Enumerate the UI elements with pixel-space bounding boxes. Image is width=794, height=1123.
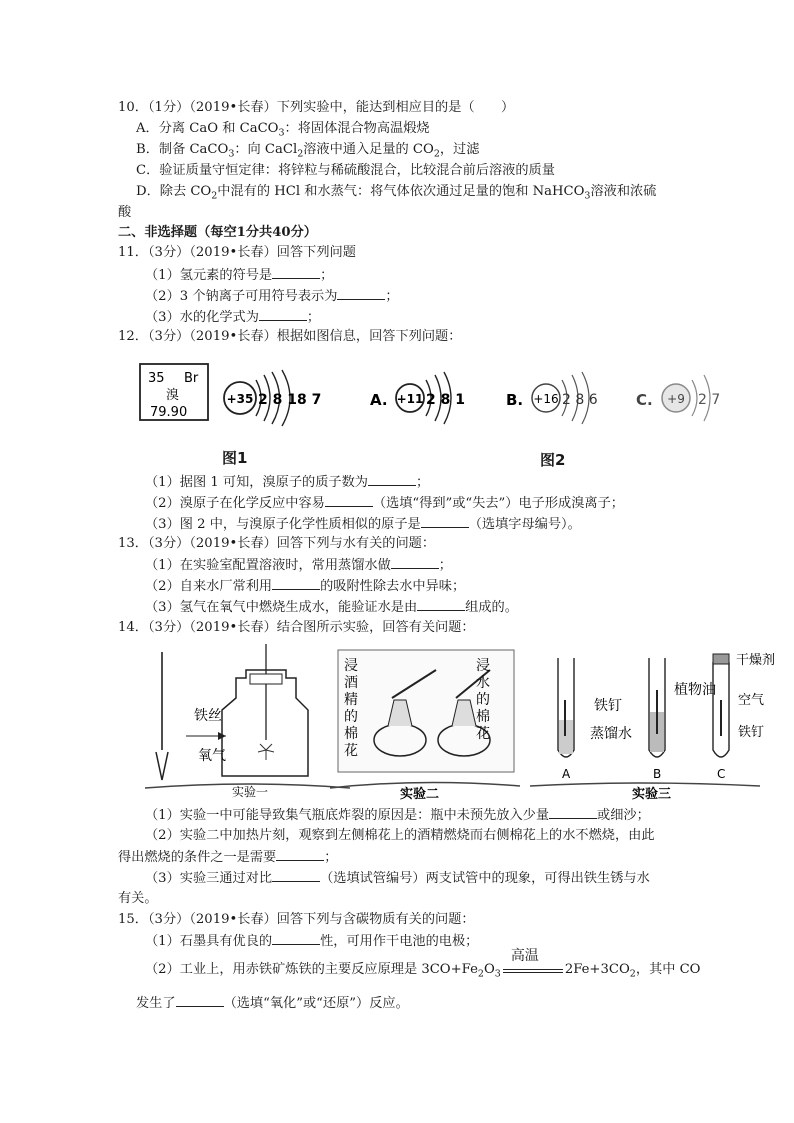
svg-text:A.: A. bbox=[370, 391, 388, 409]
q15-part3: 发生了 （选填“氧化”或“还原”）反应。 bbox=[136, 996, 409, 1011]
answer-blank[interactable] bbox=[421, 515, 469, 528]
svg-text:+16: +16 bbox=[533, 392, 559, 406]
label-iron-nail-c: 铁钉 bbox=[738, 725, 765, 740]
atom-a-diagram bbox=[370, 372, 465, 424]
atom-c-diagram bbox=[636, 375, 720, 421]
q13-part1: （1）在实验室配置溶液时，常用蒸馏水做 ； bbox=[145, 558, 452, 573]
q10-option-d: D．除去 $CO_2$中混有的 HCl 和水蒸气：将气体依次通过足量的饱和 NaHCO$_3$溶液和浓硫 bbox=[136, 184, 657, 202]
q12-part2: （2）溴原子在化学反应中容易 （选填“得到”或“失去”）电子形成溴离子； bbox=[145, 496, 624, 511]
q14-stem: 14．（3分）（2019•长春）结合图所示实验，回答有关问题： bbox=[118, 620, 475, 635]
atomic-structure-figure bbox=[0, 350, 794, 470]
answer-blank[interactable] bbox=[549, 806, 597, 819]
svg-text:B.: B. bbox=[506, 391, 524, 409]
label-water-cotton bbox=[476, 658, 490, 742]
svg-text:+9: +9 bbox=[667, 392, 685, 406]
label-iron-nail-a: 铁钉 bbox=[594, 698, 622, 714]
atomic-mass: 79.90 bbox=[150, 405, 188, 420]
svg-text:2 8 6: 2 8 6 bbox=[562, 392, 598, 408]
answer-blank[interactable] bbox=[272, 266, 320, 279]
svg-text:+11: +11 bbox=[396, 392, 424, 406]
label-desiccant: 干燥剂 bbox=[736, 653, 776, 668]
answer-blank[interactable] bbox=[272, 577, 320, 590]
label-vegetable-oil: 植物油 bbox=[674, 682, 716, 698]
label-alcohol-cotton bbox=[344, 658, 358, 759]
answer-blank[interactable] bbox=[337, 287, 385, 300]
element-card bbox=[140, 364, 208, 420]
q14-part2: （2）实验二中加热片刻，观察到左侧棉花上的酒精燃烧而右侧棉花上的水不燃烧，由此 bbox=[145, 828, 655, 843]
experiment-2-title: 实验二 bbox=[400, 787, 440, 800]
svg-text:浸水的棉花: 浸水的棉花 bbox=[476, 658, 490, 742]
element-name: 溴 bbox=[166, 388, 180, 403]
experiment-1-title: 实验一 bbox=[232, 785, 269, 799]
svg-text:2 8 1: 2 8 1 bbox=[426, 392, 465, 408]
q15-part2: （2）工业上，用赤铁矿炼铁的主要反应原理是 $3CO+Fe_2O_3$ 高温 $2Fe+3CO_2$，其中 CO bbox=[145, 948, 701, 980]
answer-blank[interactable] bbox=[272, 932, 320, 945]
reaction-condition-arrow bbox=[503, 948, 563, 973]
experiment-3-title: 实验三 bbox=[632, 787, 672, 800]
atom-b-diagram bbox=[506, 372, 598, 424]
q14-part1: （1）实验一中可能导致集气瓶底炸裂的原因是：瓶中未预先放入少量 或细沙； bbox=[145, 808, 650, 823]
answer-blank[interactable] bbox=[417, 598, 465, 611]
element-symbol: Br bbox=[184, 371, 199, 386]
atomic-number: 35 bbox=[148, 371, 165, 386]
q13-part2: （2）自来水厂常利用 的吸附性除去水中异味； bbox=[145, 579, 466, 594]
q14-part2-continued: 得出燃烧的条件之一是需要 ； bbox=[118, 850, 338, 865]
figure-2-label: 图2 bbox=[540, 451, 566, 469]
section-heading: 二、非选择题（每空1分共40分） bbox=[118, 225, 317, 240]
experiment-2-diagram bbox=[330, 650, 520, 800]
q11-part1: （1）氢元素的符号是 ； bbox=[145, 268, 334, 283]
svg-text:B: B bbox=[653, 767, 662, 781]
q10-option-b: B．制备 CaCO$_3$：向 CaCl$_2$溶液中通入足量的 $CO_2$，过滤 bbox=[136, 142, 480, 160]
svg-text:+35: +35 bbox=[226, 392, 254, 406]
q10-option-d-continued: 酸 bbox=[118, 205, 132, 220]
answer-blank[interactable] bbox=[276, 848, 324, 861]
q11-part3: （3）水的化学式为 ； bbox=[145, 310, 321, 325]
q10-option-c: C．验证质量守恒定律：将锌粒与稀硫酸混合，比较混合前后溶液的质量 bbox=[136, 163, 555, 178]
q14-part3-continued: 有关。 bbox=[118, 891, 158, 906]
svg-text:2 7: 2 7 bbox=[698, 392, 721, 408]
experiment-3-diagram bbox=[530, 653, 775, 800]
bromine-atom-diagram bbox=[224, 370, 321, 426]
q15-part1: （1）石墨具有优良的 性，可用作干电池的电极； bbox=[145, 934, 479, 949]
q11-part2: （2）3 个钠离子可用符号表示为 ； bbox=[145, 289, 399, 304]
q11-stem: 11．（3分）（2019•长春）回答下列问题 bbox=[118, 245, 356, 260]
label-distilled-water: 蒸馏水 bbox=[590, 726, 632, 742]
q13-part3: （3）氢气在氧气中燃烧生成水，能验证水是由 组成的。 bbox=[145, 600, 518, 615]
condition-high-temperature: 高温 bbox=[510, 948, 539, 964]
q12-stem: 12．（3分）（2019•长春）根据如图信息，回答下列问题： bbox=[118, 329, 462, 344]
svg-text:A: A bbox=[562, 767, 571, 781]
label-iron-wire: 铁丝 bbox=[194, 708, 222, 724]
answer-blank[interactable] bbox=[325, 494, 373, 507]
q13-stem: 13．（3分）（2019•长春）回答下列与水有关的问题： bbox=[118, 536, 436, 551]
svg-text:2 8 18 7: 2 8 18 7 bbox=[258, 392, 322, 408]
answer-blank[interactable] bbox=[272, 869, 320, 882]
answer-blank[interactable] bbox=[368, 473, 416, 486]
experiment-figure bbox=[0, 640, 794, 800]
q10-stem: 10．（1分）（2019•长春）下列实验中，能达到相应目的是（ ） bbox=[118, 100, 515, 115]
svg-text:C.: C. bbox=[636, 391, 653, 409]
svg-text:浸酒精的棉花: 浸酒精的棉花 bbox=[344, 658, 358, 759]
answer-blank[interactable] bbox=[391, 556, 439, 569]
q14-part3: （3）实验三通过对比 （选填试管编号）两支试管中的现象，可得出铁生锈与水 bbox=[145, 871, 650, 886]
q12-part3: （3）图 2 中，与溴原子化学性质相似的原子是 （选填字母编号）。 bbox=[145, 517, 581, 532]
label-oxygen: 氧气 bbox=[198, 748, 226, 764]
experiment-1-diagram bbox=[145, 644, 350, 799]
answer-blank[interactable] bbox=[259, 308, 307, 321]
q12-part1: （1）据图 1 可知，溴原子的质子数为 ； bbox=[145, 475, 430, 490]
svg-text:C: C bbox=[717, 767, 726, 781]
q15-stem: 15．（3分）（2019•长春）回答下列与含碳物质有关的问题： bbox=[118, 912, 475, 927]
figure-1-label: 图1 bbox=[222, 449, 248, 467]
label-air: 空气 bbox=[738, 693, 765, 708]
answer-blank[interactable] bbox=[176, 994, 224, 1007]
q10-option-a: A．分离 CaO 和 CaCO$_3$：将固体混合物高温煅烧 bbox=[136, 121, 430, 139]
